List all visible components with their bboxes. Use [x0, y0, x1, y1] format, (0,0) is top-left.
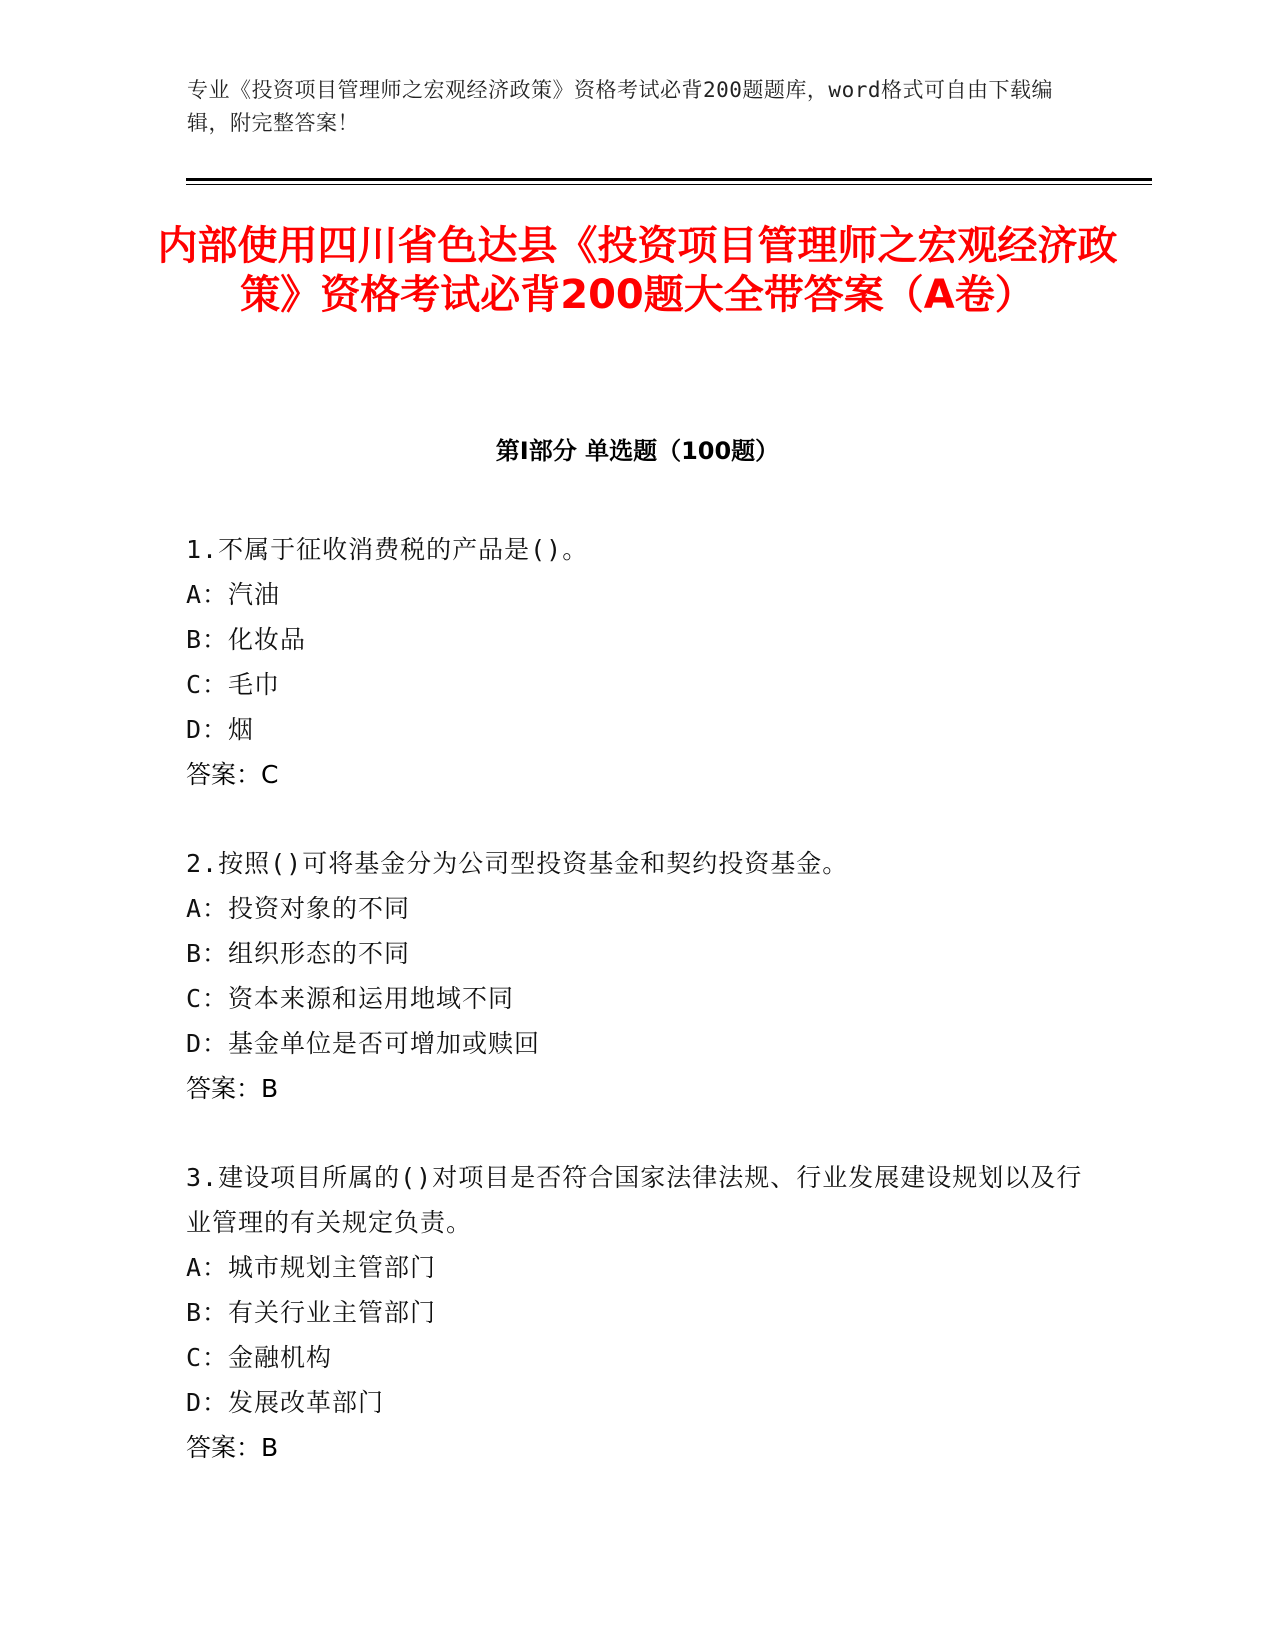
question-stem: 3.建设项目所属的()对项目是否符合国家法律法规、行业发展建设规划以及行业管理的有关规定负责。 — [186, 1163, 1083, 1237]
option-a: A：投资对象的不同 — [186, 894, 411, 923]
question-item — [186, 841, 1086, 1112]
option-c: C：毛巾 — [186, 670, 281, 699]
option-d: D：基金单位是否可增加或赎回 — [186, 1029, 541, 1058]
option-c: C：金融机构 — [186, 1343, 333, 1372]
option-b: B：组织形态的不同 — [186, 939, 411, 968]
section-title: 第Ⅰ部分 单选题（100题） — [495, 437, 780, 465]
option-d: D：烟 — [186, 715, 255, 744]
answer-line: 答案：C — [186, 760, 279, 789]
question-list — [186, 527, 1086, 1514]
question-item — [186, 527, 1086, 798]
header-rule-thick — [186, 178, 1152, 181]
option-b: B：化妆品 — [186, 625, 307, 654]
option-b: B：有关行业主管部门 — [186, 1298, 437, 1327]
option-d: D：发展改革部门 — [186, 1388, 385, 1417]
option-c: C：资本来源和运用地域不同 — [186, 984, 515, 1013]
option-a: A：汽油 — [186, 580, 281, 609]
option-a: A：城市规划主管部门 — [186, 1253, 437, 1282]
question-item — [186, 1155, 1086, 1471]
header-rule-thin — [186, 184, 1152, 185]
answer-line: 答案：B — [186, 1433, 279, 1462]
document-title: 内部使用四川省色达县《投资项目管理师之宏观经济政策》资格考试必背200题大全带答案（A卷） — [157, 223, 1118, 318]
question-stem: 2.按照()可将基金分为公司型投资基金和契约投资基金。 — [186, 849, 849, 878]
header-note: 专业《投资项目管理师之宏观经济政策》资格考试必背200题题库，word格式可自由下载编辑，附完整答案！ — [187, 78, 1053, 135]
answer-line: 答案：B — [186, 1074, 279, 1103]
question-stem: 1.不属于征收消费税的产品是()。 — [186, 535, 589, 564]
